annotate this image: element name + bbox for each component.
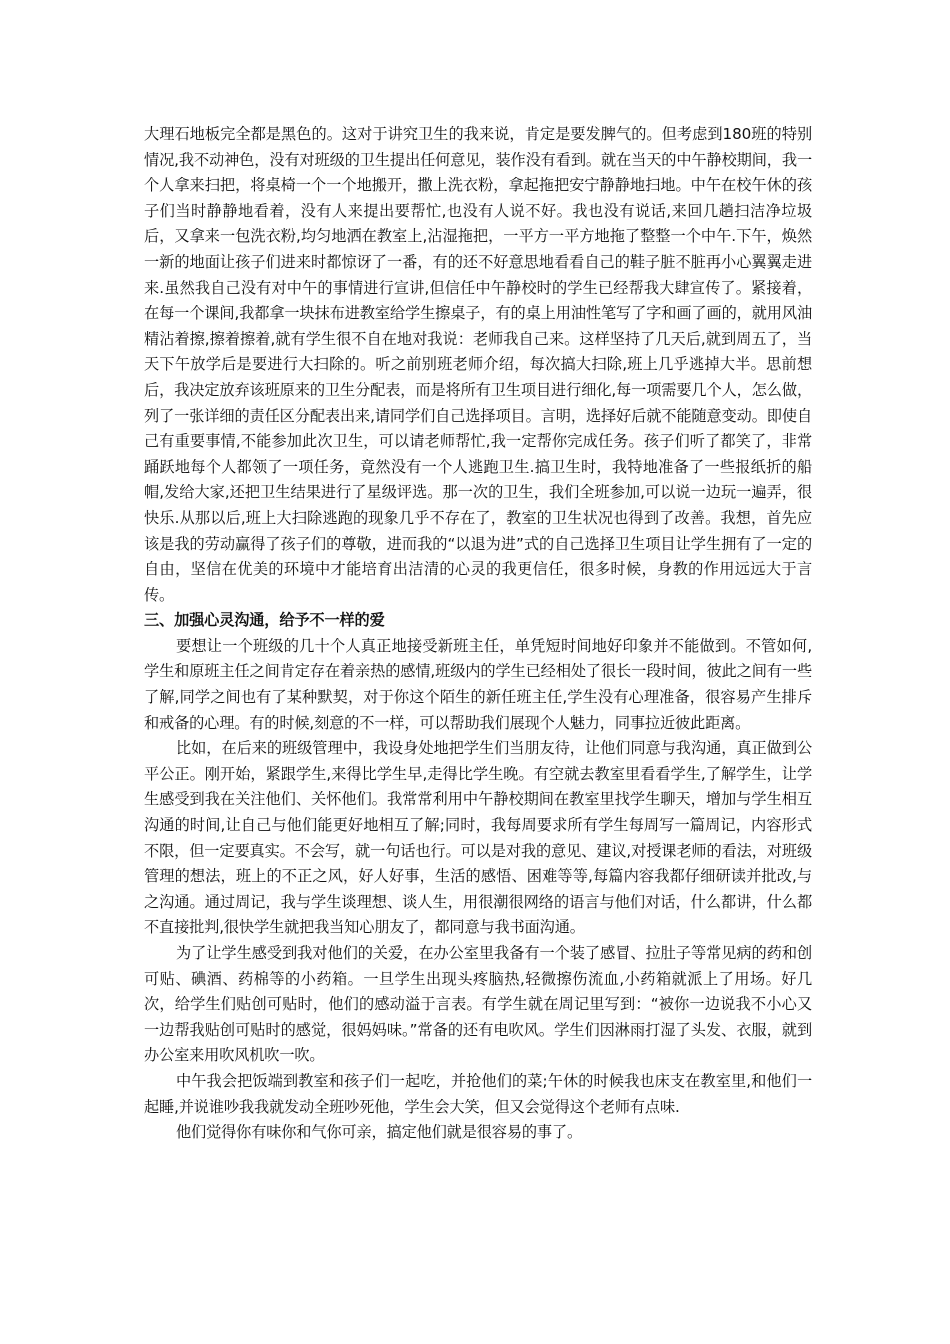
- body-paragraph-2: 要想让一个班级的几十个人真正地接受新班主任，单凭短时间地好印象并不能做到。不管如何,学生和原班主任之间肯定存在着亲热的感情,班级内的学生已经相处了很长一段时间，彼此之间有一些了解,同学之间也有了某种默契，对于你这个陌生的新任班主任,学生没有心理准备，很容易产生排斥和戒备的心理。有的时候,刻意的不一样，可以帮助我们展现个人魅力，同事拉近彼此距离。: [144, 636, 812, 732]
- body-paragraph-5: 中午我会把饭端到教室和孩子们一起吃，并抢他们的菜;午休的时候我也床支在教室里,和他们一起睡,并说谁吵我我就发动全班吵死他，学生会大笑，但又会觉得这个老师有点味.: [144, 1071, 812, 1116]
- body-paragraph-4: 为了让学生感受到我对他们的关爱，在办公室里我备有一个装了感冒、拉肚子等常见病的药和创可贴、碘酒、药棉等的小药箱。一旦学生出现头疼脑热,轻微擦伤流血,小药箱就派上了用场。好几次，给学生们贴创可贴时，他们的感动溢于言表。有学生就在周记里写到：“被你一边说我不小心又一边帮我贴创可贴时的感觉，很妈妈味。”常备的还有电吹风。学生们因淋雨打湿了头发、衣服，就到办公室来用吹风机吹一吹。: [144, 944, 812, 1065]
- section-heading: 三、加强心灵沟通，给予不一样的爱: [144, 611, 385, 630]
- body-paragraph-3: 比如，在后来的班级管理中，我设身处地把学生们当朋友待，让他们同意与我沟通，真正做到公平公正。刚开始，紧跟学生,来得比学生早,走得比学生晚。有空就去教室里看看学生,了解学生，让学生感受到我在关注他们、关怀他们。我常常利用中午静校期间在教室里找学生聊天，增加与学生相互沟通的时间,让自己与他们能更好地相互了解;同时，我每周要求所有学生每周写一篇周记，内容形式不限，但一定要真实。不会写，就一句话也行。可以是对我的意见、建议,对授课老师的看法，对班级管理的想法，班上的不正之风，好人好事，生活的感悟、困难等等,每篇内容我都仔细研读并批改,与之沟通。通过周记，我与学生谈理想、谈人生，用很潮很网络的语言与他们对话，什么都讲，什么都不直接批判,很快学生就把我当知心朋友了，都同意与我书面沟通。: [144, 739, 812, 937]
- document-page: [144, 122, 812, 1146]
- body-paragraph-6: 他们觉得你有味你和气你可亲，搞定他们就是很容易的事了。: [176, 1123, 583, 1142]
- body-paragraph-1: 大理石地板完全都是黑色的。这对于讲究卫生的我来说，肯定是要发脾气的。但考虑到180班的特别情况,我不动神色，没有对班级的卫生提出任何意见，装作没有看到。就在当天的中午静校期间，我一个人拿来扫把，将桌椅一个一个地搬开，撒上洗衣粉，拿起拖把安宁静静地扫地。中午在校午休的孩子们当时静静地看着，没有人来提出要帮忙,也没有人说不好。我也没有说话,来回几趟扫洁净垃圾后，又拿来一包洗衣粉,均匀地洒在教室上,沾湿拖把，一平方一平方地拖了整整一个中午.下午，焕然一新的地面让孩子们进来时都惊讶了一番，有的还不好意思地看看自己的鞋子脏不脏再小心翼翼走进来.虽然我自己没有对中午的事情进行宣讲,但信任中午静校时的学生已经帮我大肆宣传了。紧接着，在每一个课间,我都拿一块抹布进教室给学生擦桌子，有的桌上用油性笔写了字和画了画的，就用风油精沾着擦,擦着擦着,就有学生很不自在地对我说：老师我自己来。这样坚持了几天后,就到周五了，当天下午放学后是要进行大扫除的。听之前别班老师介绍，每次搞大扫除,班上几乎逃掉大半。思前想后，我决定放弃该班原来的卫生分配表，而是将所有卫生项目进行细化,每一项需要几个人，怎么做，列了一张详细的责任区分配表出来,请同学们自己选择项目。言明，选择好后就不能随意变动。即使自己有重要事情,不能参加此次卫生，可以请老师帮忙,我一定帮你完成任务。孩子们听了都笑了，非常踊跃地每个人都领了一项任务，竟然没有一个人逃跑卫生.搞卫生时，我特地准备了一些报纸折的船帽,发给大家,还把卫生结果进行了星级评选。那一次的卫生，我们全班参加,可以说一边玩一遍弄，很快乐.从那以后,班上大扫除逃跑的现象几乎不存在了，教室的卫生状况也得到了改善。我想，首先应该是我的劳动赢得了孩子们的尊敬，进而我的“以退为进”式的自己选择卫生项目让学生拥有了一定的自由，坚信在优美的环境中才能培育出洁清的心灵的我更信任，很多时候，身教的作用远远大于言传。: [144, 125, 812, 604]
